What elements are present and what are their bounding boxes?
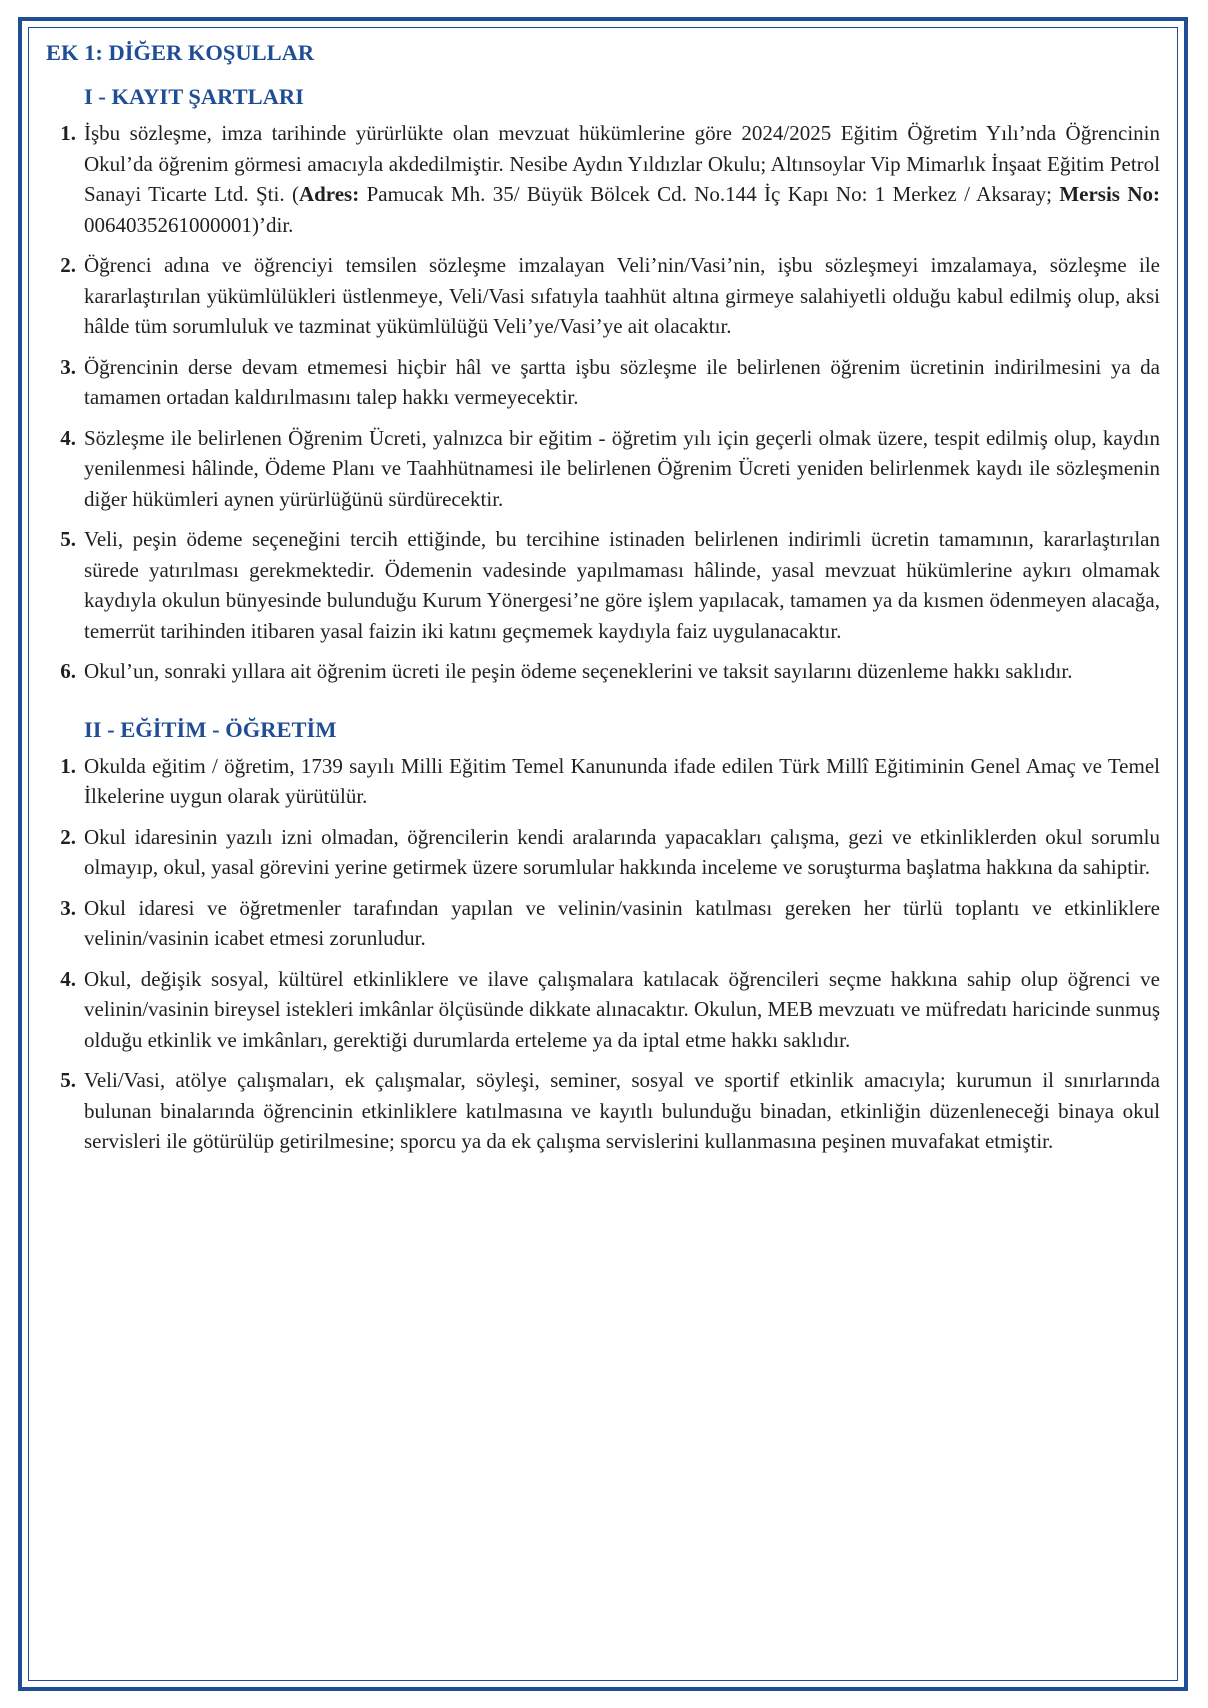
clause-text: Veli/Vasi, atölye çalışmaları, ek çalışmalar, söyleşi, seminer, sosyal ve sportif etkinlik amacıyla; kurumun il sınırlarında bulunan binalarında öğrencinin etkinliklere katılmasına ve kayıtlı bulunduğu binadan, etkinliğin düzenleneceği binaya okul servisleri ile götürülüp getirilmesine; sporcu ya da ek çalışma servislerini kullanmasına peşinen muvafakat etmiştir. [84,1068,1160,1153]
clause-number: 5. [60,527,76,551]
clause-item [46,1065,1166,1157]
clause-item [46,250,1166,342]
clause-text: Öğrencinin derse devam etmemesi hiçbir hâl ve şartta işbu sözleşme ile belirlenen öğrenim ücretinin indirilmesini ya da tamamen ortadan kaldırılmasını talep hakkı vermeyecektir. [84,354,1160,409]
clause-item [46,656,1166,687]
clause-number: 4. [60,966,76,991]
clause-item [46,893,1166,954]
section-2-list [46,751,1166,1157]
clause-text: Okul idaresi ve öğretmenler tarafından yapılan ve velinin/vasinin katılması gereken her türlü toplantı ve etkinliklere velinin/vasinin icabet etmesi zorunludur. [84,895,1160,950]
clause-item [46,822,1166,883]
clause-item [46,352,1166,413]
section-1-list [46,118,1166,687]
clause-text-part: 0064035261000001)’dir. [84,212,294,237]
clause-number: 3. [60,354,76,379]
clause-text: Okul’un, sonraki yıllara ait öğrenim ücreti ile peşin ödeme seçeneklerini ve taksit sayılarını düzenleme hakkı saklıdır. [84,659,1073,683]
clause-number: 1. [60,753,76,778]
section-heading-kayit-sartlari: I - KAYIT ŞARTLARI [84,84,304,109]
clause-text: Öğrenci adına ve öğrenciyi temsilen sözleşme imzalayan Veli’nin/Vasi’nin, işbu sözleşmeyi imzalamaya, sözleşme ile kararlaştırılan yükümlülükleri üstlenmeye, Veli/Vasi sıfatıyla taahhüt altına girmeye salahiyetli olduğu kabul edilmiş olup, aksi hâlde tüm sorumluluk ve tazminat yükümlülüğü Veli’ye/Vasi’ye ait olacaktır. [84,253,1160,338]
document-body [46,38,1166,1167]
clause-text-part: İşbu sözleşme, imza tarihinde yürürlükte olan mevzuat hükümlerine göre 2024/2025 Eğitim Öğretim Yılı’nda Öğrencinin Okul’da öğrenim görmesi amacıyla akdedilmiştir. Nesibe Aydın Yıldızlar Okulu; Altınsoylar Vip Mimarlık İnşaat Eğitim Petrol Sanayi Ticarte Ltd. Şti. ( [84,121,1160,206]
clause-number: 6. [60,659,76,683]
clause-item [46,118,1166,240]
clause-number: 2. [60,824,76,849]
clause-item [46,964,1166,1056]
clause-text-part: Pamucak Mh. 35/ Büyük Bölcek Cd. No.144 İç Kapı No: 1 Merkez / Aksaray; [359,182,1060,206]
clause-item [46,751,1166,812]
clause-number: 3. [60,895,76,920]
clause-item [46,423,1166,515]
clause-text: Okulda eğitim / öğretim, 1739 sayılı Milli Eğitim Temel Kanununda ifade edilen Türk Millî Eğitiminin Genel Amaç ve Temel İlkelerine uygun olarak yürütülür. [84,753,1160,808]
clause-text: Veli, peşin ödeme seçeneğini tercih ettiğinde, bu tercihine istinaden belirlenen indirimli ücretin tamamının, kararlaştırılan sürede yatırılması gerekmektedir. Ödemenin vadesinde yapılmaması hâlinde, yasal mevzuat hükümlerine aykırı olmamak kaydıyla okulun bünyesinde bulunduğu Kurum Yönergesi’ne göre işlem yapılacak, tamamen ya da kısmen ödenmeyen alacağa, temerrüt tarihinden itibaren yasal faizin iki katını geçmemek kaydıyla faiz uygulanacaktır. [84,527,1160,643]
clause-item [46,524,1166,646]
clause-number: 5. [60,1068,76,1092]
clause-number: 1. [60,121,76,145]
mersis-label: Mersis No: [1059,182,1160,206]
clause-text: Okul, değişik sosyal, kültürel etkinliklere ve ilave çalışmalara katılacak öğrencileri seçme hakkına sahip olup öğrenci ve velinin/vasinin bireysel istekleri imkânlar ölçüsünde dikkate alınacaktır. Okulun, MEB mevzuatı ve müfredatı haricinde sunmuş olduğu etkinlik ve imkânları, gerektiği durumlarda erteleme ya da iptal etme hakkı saklıdır. [84,966,1160,1052]
document-title: EK 1: DİĞER KOŞULLAR [46,40,315,65]
clause-text: Okul idaresinin yazılı izni olmadan, öğrencilerin kendi aralarında yapacakları çalışma, gezi ve etkinliklerden okul sorumlu olmayıp, okul, yasal görevini yerine getirmek üzere sorumlular hakkında inceleme ve soruşturma başlatma hakkına da sahiptir. [84,824,1160,879]
clause-text: Sözleşme ile belirlenen Öğrenim Ücreti, yalnızca bir eğitim - öğretim yılı için geçerli olmak üzere, tespit edilmiş olup, kaydın yenilenmesi hâlinde, Ödeme Planı ve Taahhütnamesi ile belirlenen Öğrenim Ücreti yeniden belirlenmek kaydı ile sözleşmenin diğer hükümleri aynen yürürlüğünü sürdürecektir. [84,425,1160,511]
clause-number: 2. [60,253,76,277]
clause-number: 4. [60,425,76,450]
address-label: Adres: [298,182,360,206]
clause-text [84,118,1166,240]
section-heading-egitim-ogretim: II - EĞİTİM - ÖĞRETİM [84,716,337,742]
